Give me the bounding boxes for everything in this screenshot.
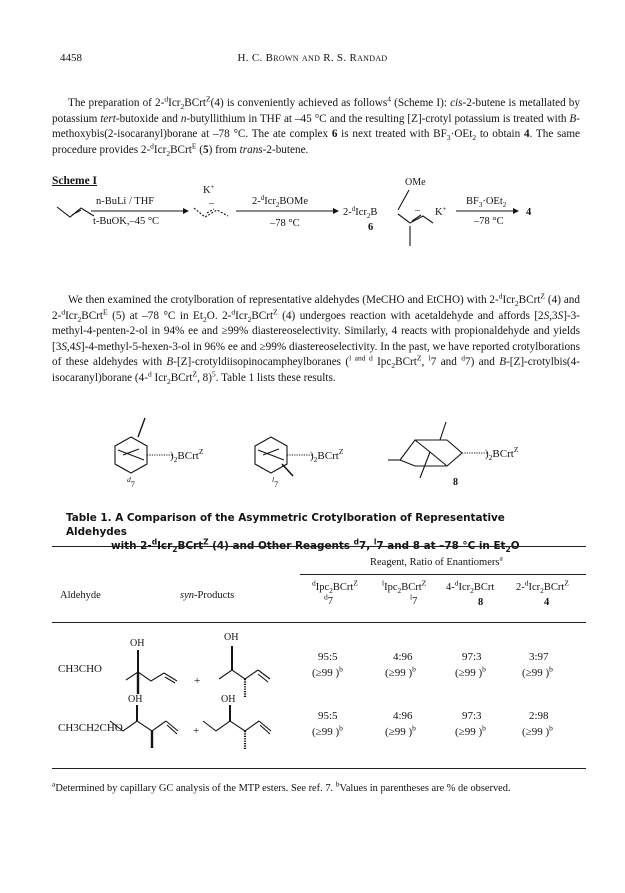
table-header-rule	[52, 622, 586, 623]
table-row2-ratio-1: 95:5	[318, 710, 338, 722]
table-row2-aldehyde: CH3CH2CHO	[58, 722, 123, 734]
running-head: H. C. Brown and R. S. Randad	[237, 52, 388, 64]
scheme-anion-charge: –	[209, 198, 214, 209]
scheme-potassium-ion: K+	[203, 183, 215, 196]
table-col-code-4: 4	[544, 597, 550, 608]
structure-2-formula: )$_2BCrt^Z$	[310, 447, 344, 464]
scheme-reagent-3-bottom: –78 °C	[474, 216, 504, 227]
table-col-aldehyde: Aldehyde	[60, 590, 101, 601]
table-col-code-d7: $^d$7	[324, 592, 333, 607]
paragraph-crotylboration: We then examined the crotylboration of representative aldehydes (MeCHO and EtCHO) with 2-$^d$Icr$_2$BCrt$^Z$ (4) and 2-$^d$Icr$_2$BCrt$^E$ (5) at –78 °C in $Et_2O$. 2-$^d$Icr$_2$BCrt$^Z$ (4) undergoes reaction with acetaldehyde and affords [2S,3S]-3-methyl-4-penten-2-ol in 94% ee and ≥99% diastereoselectivity. Similarly, 4 reacts with propionaldehyde and yields [3S,4S]-4-methyl-5-hexen-3-ol in 96% ee and ≥99% diastereoselectivity. In the past, we have reported crotylborations of these aldehydes with B-[Z]-crotyldiisopinocampheylboranes ($^l$ $^{and}$ $^d$ Ipc$_2$BCrt$^Z$, $^l$7 and $^d$7) and B-[Z]-crotylbis(4-isocaranyl)borane (4-$^d$ Icr$_2$BCrt$^Z$, 8)$^5$. Table 1 lists these results.	[52, 291, 580, 386]
scheme-title: Scheme I	[52, 175, 98, 187]
table-row1-ratio-1: 95:5	[318, 651, 338, 663]
table-footnote: $^a$Determined by capillary GC analysis of the MTP esters. See ref. 7. $^b$Values in parentheses are % de observed.	[52, 779, 511, 794]
scheme-complex-counterion: K+	[435, 205, 447, 218]
table-col-reagent-l7: $^l$Ipc$_2$BCrt$^Z$	[382, 578, 427, 596]
scheme-complex-charge: –	[415, 205, 420, 216]
product-row2-second	[203, 705, 271, 749]
product-row2-second-oh: OH	[221, 694, 236, 705]
table-row2-ratio-3: 97:3	[462, 710, 482, 722]
scheme-reagent-1-top: n-BuLi / THF	[96, 196, 155, 207]
scheme-arrow-2	[236, 208, 339, 214]
table-row1-aldehyde: CH3CHO	[58, 663, 103, 675]
structure-3-formula: )$_2BCrt^Z$	[485, 445, 519, 462]
table-col-reagent-4: 2-$^d$Icr$_2$BCrt$^Z$	[516, 578, 569, 596]
structure-4-icr2bcrt	[388, 422, 487, 478]
product-row2-plus: +	[193, 725, 200, 737]
table-caption-line1: Table 1. A Comparison of the Asymmetric Crotylboration of Representative Aldehydes	[66, 512, 505, 538]
table-spanner-rule	[300, 574, 586, 575]
table-row1-de-2: (≥99 )$^b$	[385, 664, 416, 679]
structure-3-name: 8	[453, 477, 458, 488]
product-row1-first	[126, 650, 177, 694]
scheme-crotyl-potassium	[194, 208, 228, 217]
table-row1-de-4: (≥99 )$^b$	[522, 664, 553, 679]
scheme-methoxy: OMe	[405, 177, 426, 188]
table-row2-de-3: (≥99 )$^b$	[455, 723, 486, 738]
table-row1-de-3: (≥99 )$^b$	[455, 664, 486, 679]
scheme-cis-2-butene	[57, 207, 94, 217]
table-bottom-rule	[52, 768, 586, 769]
table-col-reagent-d7: $^d$Ipc$_2$BCrt$^Z$	[312, 578, 358, 596]
table-row2-de-1: (≥99 )$^b$	[312, 723, 343, 738]
structure-2-name: $^l_7$	[272, 475, 279, 489]
scheme-complex-label: 6	[368, 222, 374, 233]
table-caption-line2: with 2-$^d$Icr$_2$BCrt$^Z$ (4) and Other Reagents $^d$7, $^l$7 and 8 at –78 °C in $Et_2O$	[111, 537, 520, 555]
table-col-products: syn-Products	[180, 590, 235, 601]
table-col-code-8: 8	[478, 597, 484, 608]
product-row2-first-oh: OH	[128, 694, 143, 705]
product-row1-plus: +	[194, 675, 201, 687]
scheme-arrow-1	[91, 208, 189, 214]
scheme-arrow-3	[456, 208, 519, 214]
table-spanner-header: Reagent, Ratio of Enantiomers$^a$	[370, 553, 503, 568]
scheme-ate-complex: 2-$^d$Icr$_2$B	[343, 205, 378, 220]
table-col-code-l7: $^l$7	[410, 592, 418, 607]
table-row2-de-2: (≥99 )$^b$	[385, 723, 416, 738]
structure-1-name: $^d_7$	[127, 475, 135, 489]
table-row2-de-4: (≥99 )$^b$	[522, 723, 553, 738]
scheme-product-label: 4	[526, 207, 532, 218]
structure-d-ipc2bcrt	[115, 418, 173, 473]
table-top-rule	[52, 546, 586, 547]
table-row1-ratio-2: 4:96	[393, 651, 413, 663]
table-row2-ratio-2: 4:96	[393, 710, 413, 722]
structure-l-ipc2bcrt	[255, 437, 312, 476]
scheme-reagent-3-top: $BF_3\cdot OEt_2$	[466, 196, 507, 209]
product-row1-second	[219, 646, 270, 697]
product-row1-first-oh: OH	[130, 638, 145, 649]
scheme-reagent-2-top: 2-$^d$Icr$_2$BOMe	[252, 194, 308, 209]
table-row1-ratio-3: 97:3	[462, 651, 482, 663]
product-row1-second-oh: OH	[224, 632, 239, 643]
table-row1-ratio-4: 3:97	[529, 651, 549, 663]
paragraph-preparation: The preparation of 2-$^d$Icr$_2$BCrt$^Z$(4) is conveniently achieved as follows$^4$ (Scheme I): cis-2-butene is metallated by potassium tert-butoxide and n-butyllithium in THF at –45 °C and the resulting [Z]-crotyl potassium is treated with B-methoxybis(2-isocaranyl)borane at –78 °C. The ate complex 6 is next treated with $BF_3\cdot OEt_2$ to obtain 4. The same procedure provides 2-$^d$Icr$_2$BCrt$^E$ (5) from trans-2-butene.	[52, 94, 581, 158]
scheme-reagent-1-bottom: t-BuOK,–45 °C	[93, 216, 160, 227]
table-row2-ratio-4: 2:98	[529, 710, 549, 722]
scheme-ate-complex-bonds	[398, 190, 433, 246]
scheme-reagent-2-bottom: –78 °C	[270, 218, 300, 229]
table-row1-de-1: (≥99 )$^b$	[312, 664, 343, 679]
structure-1-formula: )$_2BCrt^Z$	[170, 447, 204, 464]
page-number: 4458	[60, 52, 82, 64]
table-col-reagent-8: 4-$^d$Icr$_2$BCrt	[446, 578, 495, 596]
